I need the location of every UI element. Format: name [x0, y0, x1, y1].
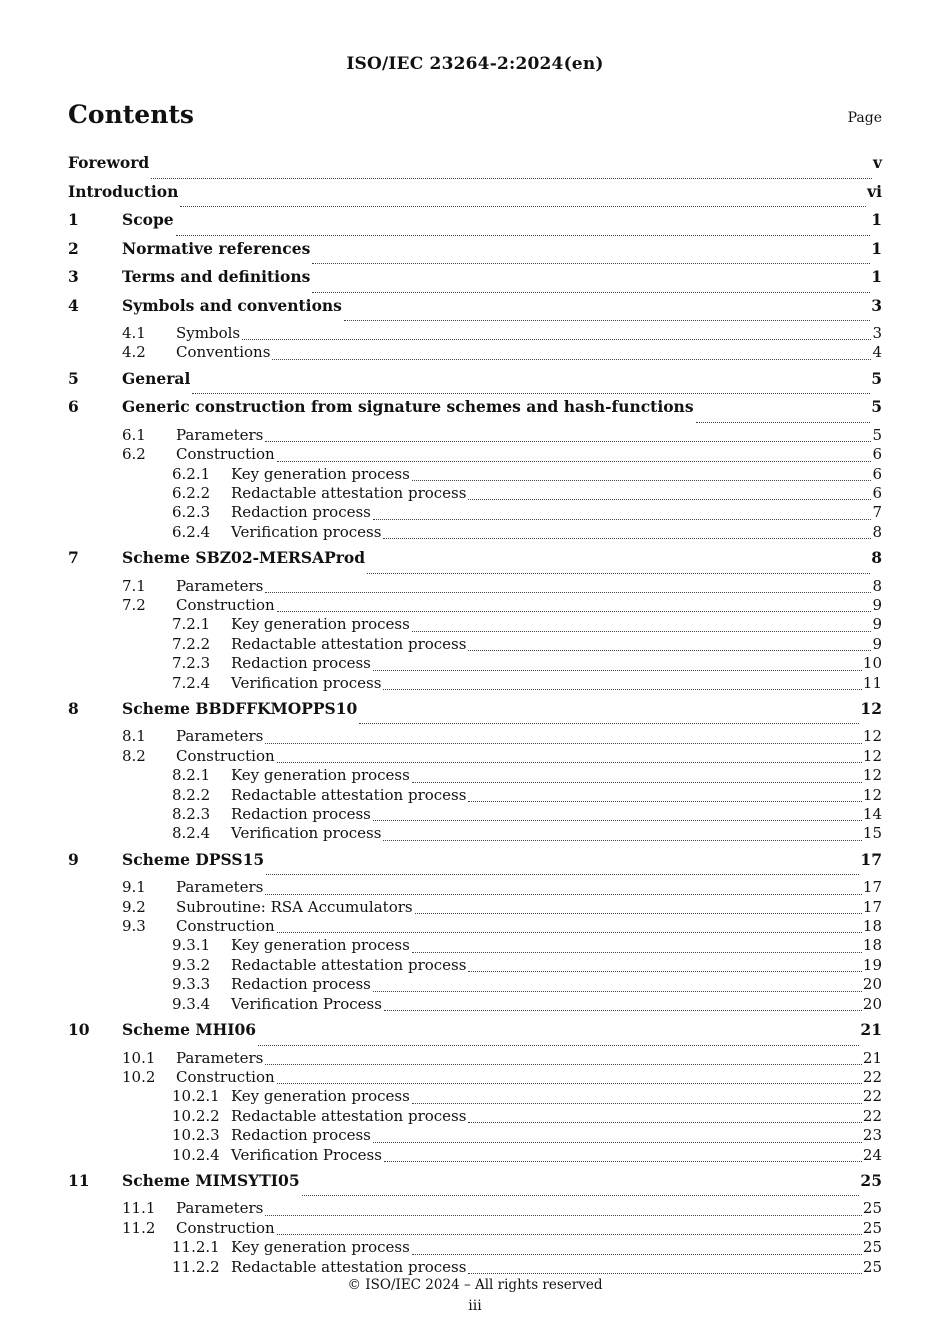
toc-entry-title: Redaction process	[231, 503, 371, 522]
toc-entry-number: 7.2.1	[172, 615, 211, 634]
toc-entry-number: 9.1	[122, 878, 146, 897]
toc-entry-title: Generic construction from signature schemes and hash-functions	[122, 397, 694, 417]
dot-leader	[266, 873, 859, 875]
toc-entry-title: Scheme DPSS15	[122, 849, 265, 869]
toc-entry-title: Scheme BBDFFKMOPPS10	[122, 698, 358, 718]
toc-entry-number: 4.1	[122, 324, 146, 342]
toc-entry-title: Redaction process	[231, 975, 371, 994]
toc-entry-page: 1	[871, 210, 882, 229]
toc-entry-title: Redactable attestation process	[231, 483, 467, 502]
toc-entry-number: 6.1	[122, 425, 146, 444]
document-header: ISO/IEC 23264-2:2024(en)	[346, 54, 604, 74]
toc-entry[interactable]	[68, 786, 882, 805]
toc-entry-page: 6	[872, 445, 882, 464]
toc-entry-number: 3	[68, 267, 79, 286]
toc-entry-title: Redactable attestation process	[231, 955, 467, 974]
toc-entry-page: 15	[862, 824, 882, 843]
dot-leader	[373, 669, 862, 671]
toc-entry-page: vi	[867, 181, 882, 201]
toc-entry-page: 3	[871, 295, 882, 315]
dot-leader	[265, 742, 862, 744]
dot-leader	[192, 392, 870, 394]
dot-leader	[258, 1044, 859, 1046]
toc-entry-title: Redaction process	[231, 1126, 371, 1145]
toc-entry-title: Scope	[122, 210, 174, 229]
toc-entry[interactable]	[68, 1126, 882, 1145]
toc-entry[interactable]	[68, 577, 882, 596]
dot-leader	[265, 591, 871, 593]
toc-entry-page: 1	[871, 238, 882, 258]
toc-entry[interactable]	[68, 699, 882, 728]
toc-entry-page: 12	[860, 698, 882, 718]
toc-entry-title: Key generation process	[231, 766, 410, 785]
dot-leader	[383, 688, 861, 690]
toc-entry[interactable]	[68, 239, 882, 268]
dot-leader	[277, 1082, 862, 1084]
toc-entry-page: v	[872, 153, 882, 172]
toc-entry-title: Redactable attestation process	[231, 785, 467, 804]
toc-entry-page: 17	[862, 878, 882, 897]
toc-entry-page: 1	[871, 267, 882, 286]
toc-entry-title: Verification process	[231, 824, 382, 843]
toc-entry[interactable]	[68, 878, 882, 897]
toc-entry[interactable]	[68, 210, 882, 239]
toc-entry[interactable]	[68, 917, 882, 936]
toc-entry-number: 11.2.1	[172, 1238, 220, 1257]
dot-leader	[412, 951, 862, 953]
dot-leader	[468, 498, 871, 500]
toc-entry-title: Verification process	[231, 522, 382, 541]
toc-entry-title: Parameters	[176, 576, 264, 595]
toc-entry-title: General	[122, 368, 191, 388]
toc-entry-title: Construction	[176, 746, 275, 765]
toc-entry[interactable]	[68, 615, 882, 634]
toc-entry-page: 8	[872, 522, 882, 541]
toc-entry[interactable]	[68, 523, 882, 542]
toc-entry[interactable]	[68, 397, 882, 426]
toc-entry[interactable]	[68, 596, 882, 615]
toc-entry-title: Redaction process	[231, 805, 371, 824]
toc-entry[interactable]	[68, 1171, 882, 1200]
toc-entry-number: 9	[68, 849, 79, 869]
dot-leader	[412, 479, 872, 481]
toc-entry-page: 8	[871, 548, 882, 568]
toc-entry-page: 5	[871, 368, 882, 388]
toc-entry-number: 5	[68, 368, 79, 388]
toc-entry-page: 6	[872, 483, 882, 502]
toc-entry-page: 12	[862, 766, 882, 785]
toc-entry[interactable]	[68, 805, 882, 824]
toc-entry[interactable]	[68, 267, 882, 296]
toc-entry-title: Scheme MHI06	[122, 1020, 257, 1040]
toc-entry-number: 10	[68, 1020, 90, 1040]
toc-entry-title: Verification process	[231, 673, 382, 692]
toc-entry-page: 19	[862, 955, 882, 974]
toc-entry-number: 11.1	[122, 1199, 156, 1218]
toc-entry[interactable]	[68, 936, 882, 955]
toc-entry-page: 22	[862, 1106, 882, 1125]
dot-leader	[412, 630, 872, 632]
toc-entry-page: 11	[862, 673, 882, 692]
toc-entry-page: 6	[872, 464, 882, 483]
toc-entry-title: Foreword	[68, 153, 150, 172]
toc-entry-page: 8	[872, 576, 882, 595]
dot-leader	[302, 1194, 860, 1196]
toc-entry-number: 10.2.2	[172, 1106, 220, 1125]
toc-entry-page: 17	[860, 849, 882, 869]
toc-entry[interactable]	[68, 548, 882, 577]
toc-entry-title: Key generation process	[231, 936, 410, 955]
toc-entry[interactable]	[68, 766, 882, 785]
toc-entry-page: 25	[862, 1199, 882, 1218]
toc-entry-page: 21	[862, 1048, 882, 1067]
toc-entry-page: 20	[862, 975, 882, 994]
toc-entry-number: 7.2	[122, 596, 146, 615]
dot-leader	[180, 205, 866, 207]
page-number: iii	[468, 1298, 482, 1314]
toc-entry-number: 10.2	[122, 1067, 156, 1086]
toc-entry-page: 22	[862, 1067, 882, 1086]
toc-entry[interactable]	[68, 995, 882, 1014]
toc-entry-title: Parameters	[176, 1199, 264, 1218]
toc-entry-title: Construction	[176, 445, 275, 464]
dot-leader	[373, 990, 862, 992]
toc-entry-number: 9.3.4	[172, 994, 211, 1013]
toc-entry-title: Introduction	[68, 181, 179, 201]
toc-entry-number: 6	[68, 397, 79, 417]
toc-entry-title: Redaction process	[231, 654, 371, 673]
dot-leader	[277, 931, 862, 933]
toc-entry-number: 8.2.4	[172, 824, 211, 843]
dot-leader	[468, 1121, 861, 1123]
toc-entry[interactable]	[68, 1107, 882, 1126]
toc-entry-page: 23	[862, 1126, 882, 1145]
dot-leader	[367, 572, 870, 574]
toc-entry-number: 8.1	[122, 727, 146, 746]
toc-entry-page: 3	[872, 324, 882, 342]
toc-entry-title: Construction	[176, 1067, 275, 1086]
toc-entry-number: 6.2.3	[172, 503, 211, 522]
toc-entry-title: Subroutine: RSA Accumulators	[176, 897, 413, 916]
toc-entry-title: Construction	[176, 917, 275, 936]
toc-entry-page: 7	[872, 503, 882, 522]
toc-entry-page: 5	[872, 425, 882, 444]
toc-entry[interactable]	[68, 674, 882, 693]
toc-entry-title: Parameters	[176, 1048, 264, 1067]
dot-leader	[151, 177, 872, 179]
toc-entry[interactable]	[68, 1238, 882, 1257]
toc-entry-title: Key generation process	[231, 615, 410, 634]
toc-entry[interactable]	[68, 1258, 882, 1277]
toc-entry[interactable]	[68, 1146, 882, 1165]
dot-leader	[373, 819, 862, 821]
toc-entry[interactable]	[68, 956, 882, 975]
dot-leader	[265, 893, 862, 895]
toc-entry[interactable]	[68, 324, 882, 343]
dot-leader	[412, 781, 862, 783]
toc-entry-number: 10.2.1	[172, 1087, 220, 1106]
toc-entry-title: Symbols	[176, 324, 241, 342]
toc-entry[interactable]	[68, 747, 882, 766]
toc-entry[interactable]	[68, 850, 882, 879]
toc-entry-page: 18	[862, 917, 882, 936]
toc-entry-number: 6.2.1	[172, 464, 211, 483]
toc-entry-page: 4	[872, 343, 882, 362]
toc-entry[interactable]	[68, 1049, 882, 1068]
dot-leader	[265, 1063, 862, 1065]
toc-entry-title: Conventions	[176, 343, 271, 362]
toc-entry-number: 11.2	[122, 1218, 156, 1237]
toc-entry-number: 10.1	[122, 1048, 156, 1067]
dot-leader	[373, 1141, 862, 1143]
dot-leader	[277, 1233, 862, 1235]
toc-entry[interactable]	[68, 296, 882, 325]
toc-entry-number: 10.2.4	[172, 1145, 220, 1164]
toc-entry-page: 24	[862, 1145, 882, 1164]
dot-leader	[277, 610, 872, 612]
toc-entry[interactable]	[68, 503, 882, 522]
toc-entry-number: 4	[68, 295, 79, 315]
toc-entry[interactable]	[68, 426, 882, 445]
page-column-label: Page	[847, 110, 882, 126]
toc-entry[interactable]	[68, 635, 882, 654]
toc-entry-page: 9	[872, 596, 882, 615]
toc-entry-page: 25	[860, 1170, 882, 1190]
toc-entry-number: 2	[68, 238, 79, 258]
dot-leader	[468, 1272, 861, 1274]
toc-entry-page: 9	[872, 615, 882, 634]
toc-entry-page: 12	[862, 785, 882, 804]
dot-leader	[468, 970, 861, 972]
toc-entry-title: Parameters	[176, 425, 264, 444]
toc-entry-page: 20	[862, 994, 882, 1013]
toc-entry-number: 9.3.2	[172, 955, 211, 974]
toc-entry-title: Verification Process	[231, 1145, 382, 1164]
dot-leader	[277, 761, 862, 763]
dot-leader	[468, 800, 861, 802]
toc-entry-title: Key generation process	[231, 464, 410, 483]
toc-entry-page: 17	[862, 897, 882, 916]
toc-entry-page: 9	[872, 634, 882, 653]
dot-leader	[265, 1214, 862, 1216]
toc-entry-title: Redactable attestation process	[231, 634, 467, 653]
toc-entry-page: 12	[862, 746, 882, 765]
toc-entry[interactable]	[68, 182, 882, 211]
toc-entry-title: Construction	[176, 596, 275, 615]
toc-entry-title: Parameters	[176, 727, 264, 746]
toc-entry[interactable]	[68, 1068, 882, 1087]
toc-entry-page: 10	[862, 654, 882, 673]
toc-entry-title: Terms and definitions	[122, 267, 311, 286]
toc-entry-page: 5	[871, 397, 882, 417]
dot-leader	[373, 518, 872, 520]
toc-entry-title: Construction	[176, 1218, 275, 1237]
dot-leader	[383, 537, 871, 539]
dot-leader	[176, 234, 871, 236]
toc-entry-title: Scheme MIMSYTI05	[122, 1170, 300, 1190]
toc-entry-page: 25	[862, 1218, 882, 1237]
toc-entry-number: 7.2.4	[172, 673, 211, 692]
toc-entry[interactable]	[68, 824, 882, 843]
toc-entry-page: 25	[862, 1257, 882, 1276]
dot-leader	[384, 1009, 862, 1011]
table-of-contents	[68, 153, 882, 1277]
toc-entry-number: 8	[68, 698, 79, 718]
toc-entry-number: 6.2.4	[172, 522, 211, 541]
toc-entry-number: 11.2.2	[172, 1257, 220, 1276]
toc-entry-title: Verification Process	[231, 994, 382, 1013]
toc-entry-number: 7.2.2	[172, 634, 211, 653]
toc-entry-number: 7	[68, 548, 79, 568]
toc-entry-title: Symbols and conventions	[122, 295, 342, 315]
toc-entry-page: 18	[862, 936, 882, 955]
toc-entry-title: Scheme SBZ02-MERSAProd	[122, 548, 366, 568]
toc-entry-title: Normative references	[122, 238, 311, 258]
toc-entry-page: 22	[862, 1087, 882, 1106]
toc-entry-number: 7.1	[122, 576, 146, 595]
dot-leader	[412, 1253, 862, 1255]
toc-entry-title: Redactable attestation process	[231, 1106, 467, 1125]
toc-entry[interactable]	[68, 1020, 882, 1049]
dot-leader	[468, 649, 871, 651]
dot-leader	[242, 338, 871, 340]
toc-entry-number: 9.3.3	[172, 975, 211, 994]
toc-entry[interactable]	[68, 445, 882, 464]
toc-entry[interactable]	[68, 654, 882, 673]
toc-entry[interactable]	[68, 369, 882, 398]
dot-leader	[384, 1160, 862, 1162]
toc-entry[interactable]	[68, 1219, 882, 1238]
toc-entry-number: 8.2.2	[172, 785, 211, 804]
dot-leader	[265, 440, 871, 442]
toc-entry[interactable]	[68, 484, 882, 503]
toc-entry-number: 6.2	[122, 445, 146, 464]
toc-entry-title: Key generation process	[231, 1238, 410, 1257]
dot-leader	[272, 358, 871, 360]
toc-entry[interactable]	[68, 1199, 882, 1218]
page-title: Contents	[68, 100, 195, 129]
dot-leader	[415, 912, 862, 914]
dot-leader	[344, 319, 870, 321]
dot-leader	[383, 839, 861, 841]
dot-leader	[312, 291, 870, 293]
toc-entry[interactable]	[68, 975, 882, 994]
toc-entry-number: 11	[68, 1170, 90, 1190]
toc-entry-page: 21	[860, 1020, 882, 1040]
toc-entry[interactable]	[68, 727, 882, 746]
toc-entry[interactable]	[68, 465, 882, 484]
toc-entry-number: 6.2.2	[172, 483, 211, 502]
toc-entry-number: 10.2.3	[172, 1126, 220, 1145]
toc-entry[interactable]	[68, 898, 882, 917]
dot-leader	[359, 722, 859, 724]
dot-leader	[696, 421, 871, 423]
toc-entry-page: 25	[862, 1238, 882, 1257]
toc-entry-number: 9.2	[122, 897, 146, 916]
dot-leader	[412, 1102, 862, 1104]
toc-entry[interactable]	[68, 343, 882, 362]
dot-leader	[312, 262, 870, 264]
toc-entry[interactable]	[68, 153, 882, 182]
toc-entry-number: 8.2.3	[172, 805, 211, 824]
toc-entry-number: 8.2	[122, 746, 146, 765]
toc-entry[interactable]	[68, 1087, 882, 1106]
toc-entry-title: Redactable attestation process	[231, 1257, 467, 1276]
dot-leader	[277, 460, 872, 462]
toc-entry-title: Key generation process	[231, 1087, 410, 1106]
toc-entry-number: 1	[68, 210, 79, 229]
toc-entry-page: 12	[862, 727, 882, 746]
toc-entry-number: 8.2.1	[172, 766, 211, 785]
toc-entry-number: 9.3.1	[172, 936, 211, 955]
toc-entry-page: 14	[862, 805, 882, 824]
toc-entry-number: 7.2.3	[172, 654, 211, 673]
copyright-footer: © ISO/IEC 2024 – All rights reserved	[347, 1277, 603, 1293]
toc-entry-number: 4.2	[122, 343, 146, 362]
toc-entry-title: Parameters	[176, 878, 264, 897]
toc-entry-number: 9.3	[122, 917, 146, 936]
